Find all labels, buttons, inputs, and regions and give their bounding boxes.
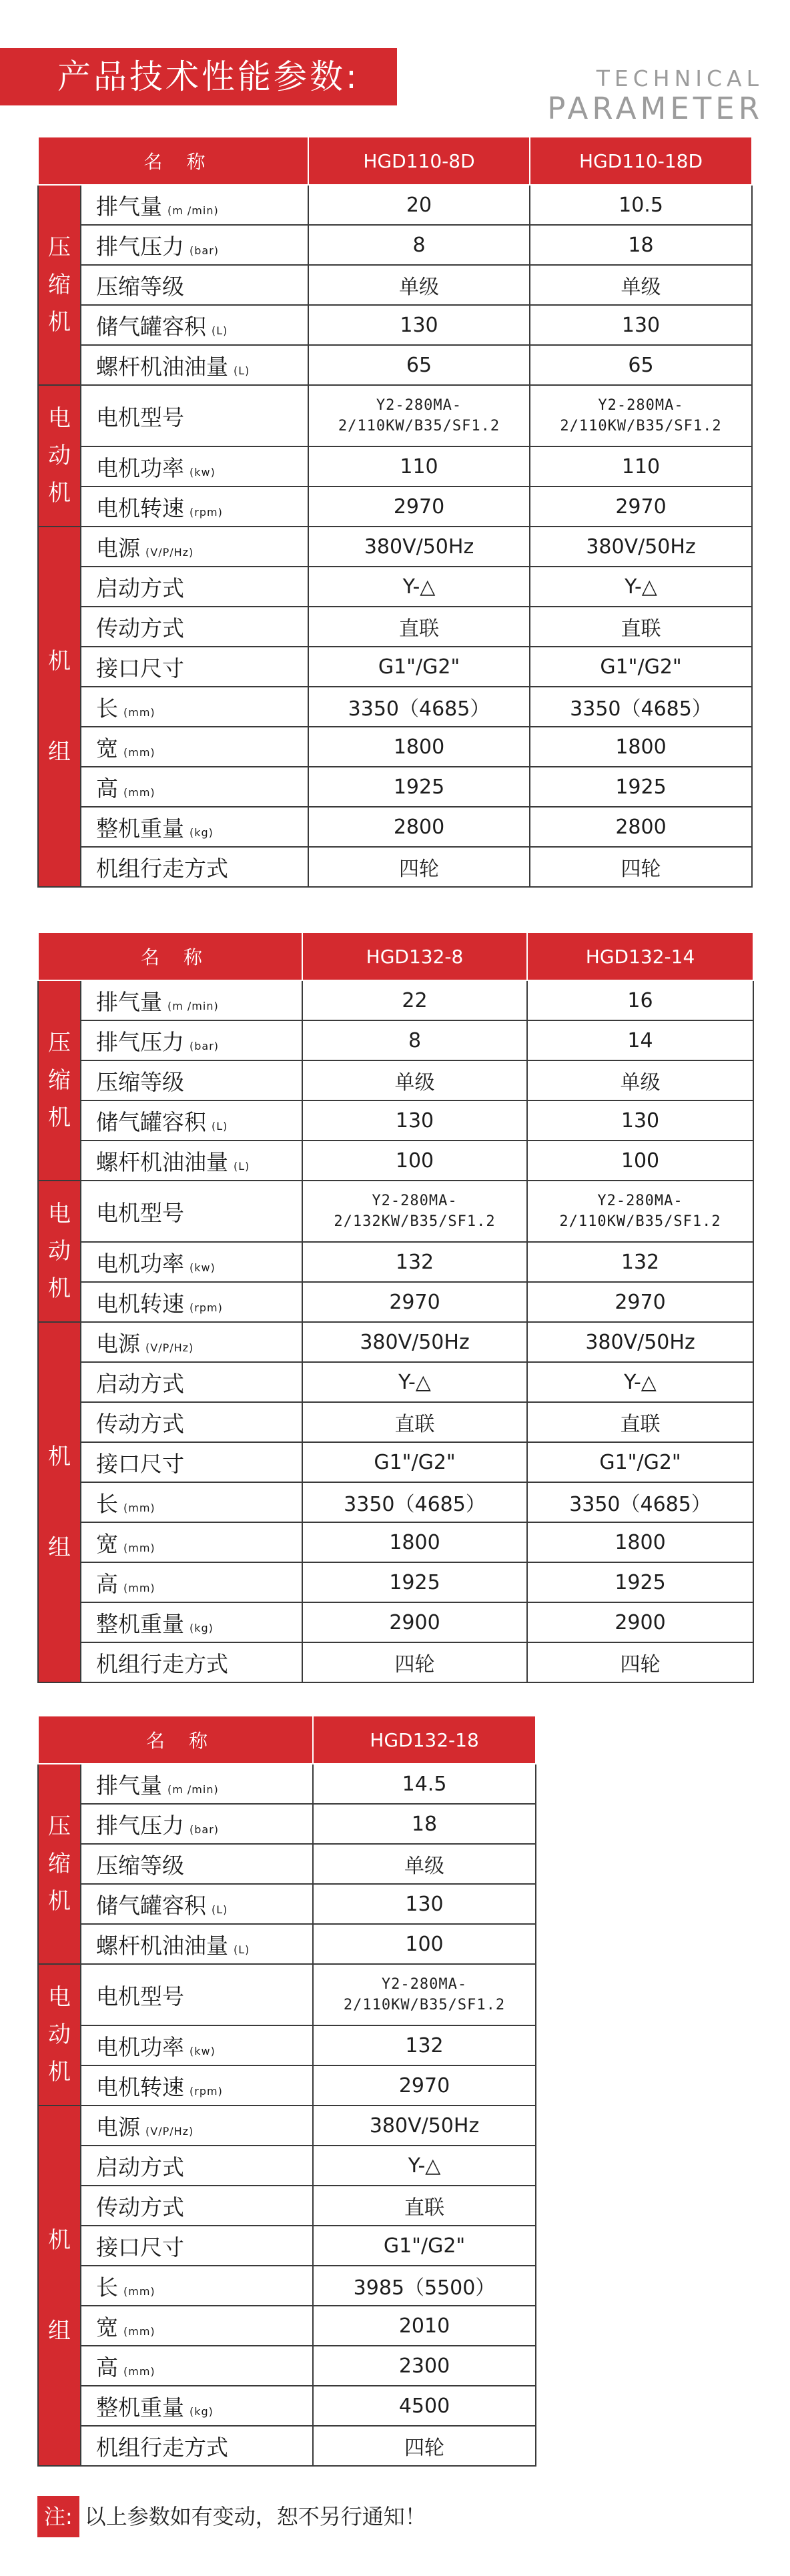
english-title-line1: TECHNICAL (596, 65, 763, 91)
cell: 18 (530, 225, 752, 265)
row-label: 机组行走方式 (81, 2426, 313, 2466)
table-row (38, 2065, 536, 2106)
table-row (38, 1602, 753, 1642)
row-label: 机组行走方式 (81, 847, 308, 887)
cell: 22 (302, 980, 527, 1020)
row-label: 启动方式 (81, 567, 308, 607)
row-label: 机组行走方式 (81, 1642, 302, 1682)
spec-table-3 (37, 1715, 536, 2467)
table-row (38, 1402, 753, 1442)
row-label: 传动方式 (81, 1402, 302, 1442)
table-row (38, 1100, 753, 1141)
table-row (38, 1020, 753, 1060)
cell: 130 (530, 305, 752, 345)
row-label: 高 (mm) (81, 767, 308, 807)
cell: Y2-280MA-2/110KW/B35/SF1.2 (530, 385, 752, 446)
cell: 100 (302, 1141, 527, 1181)
model-header: HGD132-8 (302, 932, 527, 980)
table-row (38, 305, 752, 345)
table-row (38, 687, 752, 727)
spec-table-1 (37, 136, 753, 888)
table-row (38, 225, 752, 265)
table-row (38, 2106, 536, 2146)
row-label: 高 (mm) (81, 2346, 313, 2386)
note-text: 以上参数如有变动，恕不另行通知！ (84, 2504, 426, 2529)
table-row (38, 1482, 753, 1522)
cell: 10.5 (530, 185, 752, 225)
table-row (38, 647, 752, 687)
name-header: 名称 (38, 1716, 313, 1764)
cell: Y-△ (527, 1362, 753, 1402)
table-row (38, 2186, 536, 2226)
cell: 100 (313, 1924, 536, 1964)
table-row (38, 1924, 536, 1964)
table-row (38, 1804, 536, 1844)
cell: 2970 (302, 1282, 527, 1322)
cell: 4500 (313, 2386, 536, 2426)
cell: 单级 (527, 1060, 753, 1100)
cell: 单级 (530, 265, 752, 305)
table-row (38, 1844, 536, 1884)
cell: 65 (308, 345, 530, 385)
row-label: 排气量 (m /min) (81, 185, 308, 225)
table-row (38, 980, 753, 1020)
table-row (38, 1562, 753, 1602)
table-row (38, 385, 752, 446)
cell: 1800 (308, 727, 530, 767)
row-label: 宽 (mm) (81, 727, 308, 767)
table-row (38, 1642, 753, 1682)
cell: 14 (527, 1020, 753, 1060)
group-compressor: 压 缩 机 (38, 185, 81, 385)
cell: 四轮 (302, 1642, 527, 1682)
table-row (38, 2266, 536, 2306)
cell: 单级 (308, 265, 530, 305)
row-label: 电机转速 (rpm) (81, 487, 308, 527)
row-label: 传动方式 (81, 2186, 313, 2226)
row-label: 螺杆机油油量 (L) (81, 1141, 302, 1181)
model-header: HGD132-18 (313, 1716, 536, 1764)
cell: 8 (308, 225, 530, 265)
row-label: 高 (mm) (81, 1562, 302, 1602)
table-row (38, 847, 752, 887)
row-label: 螺杆机油油量 (L) (81, 1924, 313, 1964)
table-row (38, 1362, 753, 1402)
cell: 380V/50Hz (302, 1322, 527, 1362)
cell: 3350（4685） (308, 687, 530, 727)
cell: 1925 (308, 767, 530, 807)
table-row (38, 2306, 536, 2346)
table-row (38, 567, 752, 607)
cell: 四轮 (530, 847, 752, 887)
row-label: 压缩等级 (81, 265, 308, 305)
cell: 3350（4685） (530, 687, 752, 727)
table-row (38, 1964, 536, 2025)
cell: 单级 (313, 1844, 536, 1884)
cell: 1800 (302, 1522, 527, 1562)
row-label: 电源 (V/P/Hz) (81, 2106, 313, 2146)
cell: 直联 (308, 607, 530, 647)
table-row (38, 807, 752, 847)
table-row (38, 2426, 536, 2466)
row-label: 电机功率 (kw) (81, 1242, 302, 1282)
table-row (38, 1242, 753, 1282)
cell: 14.5 (313, 1764, 536, 1804)
row-label: 启动方式 (81, 1362, 302, 1402)
row-label: 压缩等级 (81, 1060, 302, 1100)
table-row (38, 727, 752, 767)
cell: 130 (527, 1100, 753, 1141)
cell: 380V/50Hz (308, 527, 530, 567)
row-label: 长 (mm) (81, 1482, 302, 1522)
name-header: 名称 (38, 137, 308, 185)
cell: 直联 (302, 1402, 527, 1442)
cell: G1"/G2" (302, 1442, 527, 1482)
table-row (38, 265, 752, 305)
cell: 132 (527, 1242, 753, 1282)
cell: 2970 (527, 1282, 753, 1322)
cell: 130 (302, 1100, 527, 1141)
group-unit: 机 组 (38, 527, 81, 887)
cell: 380V/50Hz (530, 527, 752, 567)
cell: G1"/G2" (308, 647, 530, 687)
row-label: 接口尺寸 (81, 647, 308, 687)
row-label: 排气量 (m /min) (81, 980, 302, 1020)
page-title: 产品技术性能参数: (0, 48, 397, 105)
row-label: 电机功率 (kw) (81, 446, 308, 487)
row-label: 接口尺寸 (81, 1442, 302, 1482)
cell: 8 (302, 1020, 527, 1060)
row-label: 储气罐容积 (L) (81, 1884, 313, 1924)
page-header (0, 0, 790, 127)
cell: 3350（4685） (527, 1482, 753, 1522)
table-row (38, 2146, 536, 2186)
cell: 2300 (313, 2346, 536, 2386)
row-label: 电机型号 (81, 1181, 302, 1242)
table-row (38, 345, 752, 385)
cell: 1925 (302, 1562, 527, 1602)
cell: 130 (313, 1884, 536, 1924)
group-compressor: 压 缩 机 (38, 1764, 81, 1964)
row-label: 储气罐容积 (L) (81, 1100, 302, 1141)
table-row (38, 2386, 536, 2426)
cell: Y-△ (302, 1362, 527, 1402)
table-row (38, 1322, 753, 1362)
table-row (38, 1442, 753, 1482)
cell: 1800 (530, 727, 752, 767)
cell: 3350（4685） (302, 1482, 527, 1522)
cell: 110 (530, 446, 752, 487)
group-compressor: 压 缩 机 (38, 980, 81, 1181)
cell: 单级 (302, 1060, 527, 1100)
table-row (38, 1282, 753, 1322)
table-row (38, 487, 752, 527)
cell: 直联 (527, 1402, 753, 1442)
cell: 130 (308, 305, 530, 345)
row-label: 整机重量 (kg) (81, 2386, 313, 2426)
cell: 四轮 (313, 2426, 536, 2466)
cell: 380V/50Hz (527, 1322, 753, 1362)
cell: 1925 (530, 767, 752, 807)
row-label: 电机型号 (81, 1964, 313, 2025)
name-header: 名称 (38, 932, 302, 980)
cell: G1"/G2" (527, 1442, 753, 1482)
model-header: HGD110-18D (530, 137, 752, 185)
group-motor: 电 动 机 (38, 385, 81, 527)
row-label: 整机重量 (kg) (81, 807, 308, 847)
cell: 2900 (527, 1602, 753, 1642)
cell: 132 (302, 1242, 527, 1282)
cell: 直联 (313, 2186, 536, 2226)
row-label: 排气压力 (bar) (81, 225, 308, 265)
row-label: 整机重量 (kg) (81, 1602, 302, 1642)
row-label: 排气压力 (bar) (81, 1804, 313, 1844)
table-row (38, 1141, 753, 1181)
table-row (38, 2346, 536, 2386)
table-row (38, 1884, 536, 1924)
group-unit: 机 组 (38, 1322, 81, 1682)
cell: 2900 (302, 1602, 527, 1642)
table-row (38, 1522, 753, 1562)
row-label: 启动方式 (81, 2146, 313, 2186)
model-header: HGD110-8D (308, 137, 530, 185)
row-label: 电机转速 (rpm) (81, 1282, 302, 1322)
group-motor: 电 动 机 (38, 1964, 81, 2106)
table-row (38, 2025, 536, 2065)
table-row (38, 527, 752, 567)
cell: 3985（5500） (313, 2266, 536, 2306)
cell: Y2-280MA-2/110KW/B35/SF1.2 (313, 1964, 536, 2025)
cell: 直联 (530, 607, 752, 647)
cell: Y2-280MA-2/132KW/B35/SF1.2 (302, 1181, 527, 1242)
cell: 2970 (313, 2065, 536, 2106)
cell: 四轮 (308, 847, 530, 887)
row-label: 接口尺寸 (81, 2226, 313, 2266)
cell: Y-△ (313, 2146, 536, 2186)
row-label: 电源 (V/P/Hz) (81, 527, 308, 567)
group-motor: 电 动 机 (38, 1181, 81, 1322)
row-label: 长 (mm) (81, 2266, 313, 2306)
cell: 1800 (527, 1522, 753, 1562)
row-label: 储气罐容积 (L) (81, 305, 308, 345)
group-unit: 机 组 (38, 2106, 81, 2466)
cell: 132 (313, 2025, 536, 2065)
cell: Y2-280MA-2/110KW/B35/SF1.2 (527, 1181, 753, 1242)
table-row (38, 607, 752, 647)
cell: Y-△ (308, 567, 530, 607)
table-row (38, 2226, 536, 2266)
cell: 2800 (530, 807, 752, 847)
cell: 1925 (527, 1562, 753, 1602)
cell: 2800 (308, 807, 530, 847)
cell: 18 (313, 1804, 536, 1844)
cell: 65 (530, 345, 752, 385)
row-label: 传动方式 (81, 607, 308, 647)
cell: G1"/G2" (313, 2226, 536, 2266)
cell: 20 (308, 185, 530, 225)
table-row (38, 185, 752, 225)
table-row (38, 767, 752, 807)
table-row (38, 1181, 753, 1242)
row-label: 压缩等级 (81, 1844, 313, 1884)
cell: Y2-280MA-2/110KW/B35/SF1.2 (308, 385, 530, 446)
cell: Y-△ (530, 567, 752, 607)
cell: 2010 (313, 2306, 536, 2346)
model-header: HGD132-14 (527, 932, 753, 980)
cell: 100 (527, 1141, 753, 1181)
table-row (38, 446, 752, 487)
english-title-line2: PARAMETER (547, 91, 763, 126)
cell: 四轮 (527, 1642, 753, 1682)
spec-table-2 (37, 932, 754, 1683)
footer-note (37, 2496, 426, 2537)
cell: 2970 (308, 487, 530, 527)
table-row (38, 1764, 536, 1804)
row-label: 电源 (V/P/Hz) (81, 1322, 302, 1362)
cell: 110 (308, 446, 530, 487)
row-label: 排气压力 (bar) (81, 1020, 302, 1060)
row-label: 电机型号 (81, 385, 308, 446)
cell: 380V/50Hz (313, 2106, 536, 2146)
cell: 2970 (530, 487, 752, 527)
row-label: 电机转速 (rpm) (81, 2065, 313, 2106)
row-label: 长 (mm) (81, 687, 308, 727)
row-label: 宽 (mm) (81, 2306, 313, 2346)
note-tag: 注: (37, 2496, 79, 2537)
row-label: 电机功率 (kw) (81, 2025, 313, 2065)
row-label: 排气量 (m /min) (81, 1764, 313, 1804)
row-label: 螺杆机油油量 (L) (81, 345, 308, 385)
table-row (38, 1060, 753, 1100)
cell: G1"/G2" (530, 647, 752, 687)
cell: 16 (527, 980, 753, 1020)
row-label: 宽 (mm) (81, 1522, 302, 1562)
